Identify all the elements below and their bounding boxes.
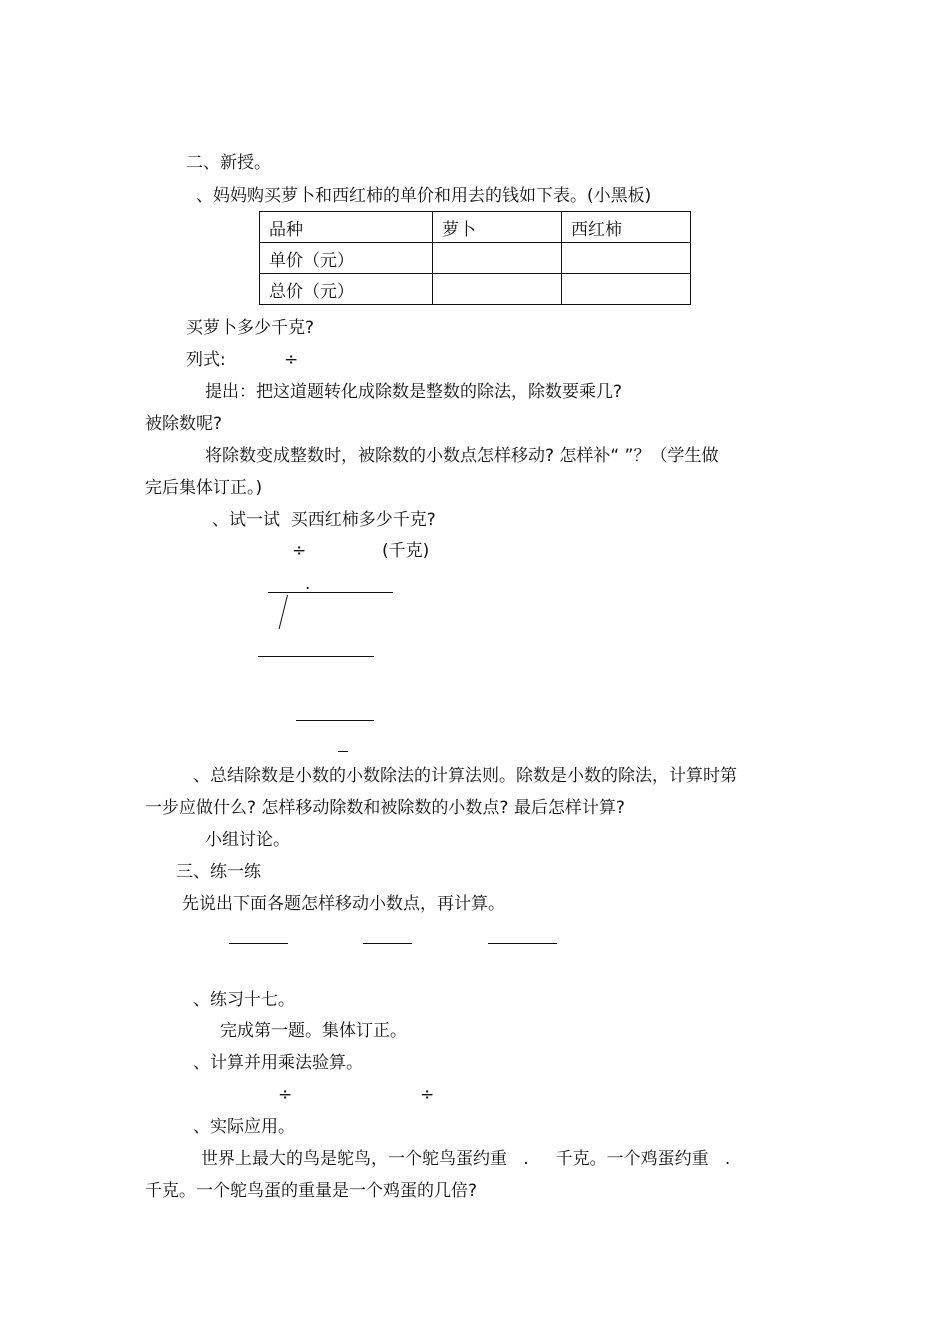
exercise-seventeen: 、练习十七。	[193, 990, 295, 1010]
prompt-line-2: 被除数呢?	[145, 414, 223, 434]
section-two-heading: 二、新授。	[186, 153, 271, 173]
summary-line-1: 、总结除数是小数的小数除法的计算法则。除数是小数的除法，计算时第	[193, 766, 737, 786]
division-bracket	[279, 595, 288, 629]
table-cell: 单价（元）	[260, 243, 433, 274]
practice-instruction: 先说出下面各题怎样移动小数点，再计算。	[182, 894, 505, 914]
move-decimal-line-1: 将除数变成整数时，被除数的小数点怎样移动? 怎样补“ ”？（学生做	[205, 446, 719, 466]
item-one-intro: 、妈妈购买萝卜和西红柿的单价和用去的钱如下表。(小黑板)	[196, 186, 652, 206]
table-cell	[562, 243, 691, 274]
price-table	[259, 211, 691, 305]
table-row	[260, 243, 691, 274]
ostrich-problem-line-1: 世界上最大的鸟是鸵鸟，一个鸵鸟蛋约重 . 千克。一个鸡蛋约重 .	[201, 1149, 731, 1169]
table-cell: 总价（元）	[260, 274, 433, 305]
division-sign: ÷	[278, 1085, 293, 1105]
practical-application: 、实际应用。	[193, 1117, 295, 1137]
table-header-cell: 品种	[260, 212, 433, 243]
group-discussion: 小组讨论。	[205, 830, 290, 850]
answer-blank	[229, 943, 288, 944]
table-cell	[562, 274, 691, 305]
move-decimal-line-2: 完后集体订正。)	[145, 478, 263, 498]
division-sign: ÷	[420, 1085, 435, 1105]
table-header-row	[260, 212, 691, 243]
division-sign: ÷	[284, 350, 299, 370]
question-carrot-kg: 买萝卜多少千克?	[186, 318, 315, 338]
division-bar	[268, 592, 393, 593]
prompt-line-1: 提出：把这道题转化成除数是整数的除法，除数要乘几?	[205, 382, 623, 402]
try-it-title: 、试一试 买西红柿多少千克?	[212, 510, 436, 530]
answer-blank	[488, 943, 557, 944]
section-three-heading: 三、练一练	[176, 862, 261, 882]
remainder-mark	[338, 751, 348, 752]
summary-line-2: 一步应做什么? 怎样移动除数和被除数的小数点? 最后怎样计算?	[145, 798, 625, 818]
division-sign: ÷	[292, 541, 307, 561]
ostrich-problem-line-2: 千克。一个鸵鸟蛋的重量是一个鸡蛋的几倍?	[145, 1181, 478, 1201]
subtraction-line	[258, 656, 374, 657]
unit-label: (千克)	[382, 541, 430, 561]
table-header-cell: 萝卜	[433, 212, 562, 243]
table-cell	[433, 274, 562, 305]
complete-first-question: 完成第一题。集体订正。	[220, 1021, 407, 1041]
table-cell	[433, 243, 562, 274]
formula-label: 列式:	[186, 350, 226, 370]
answer-blank	[363, 943, 412, 944]
decimal-point: .	[305, 574, 311, 594]
table-header-cell: 西红柿	[562, 212, 691, 243]
table-row	[260, 274, 691, 305]
subtraction-line	[296, 720, 374, 721]
calc-and-verify: 、计算并用乘法验算。	[193, 1053, 363, 1073]
